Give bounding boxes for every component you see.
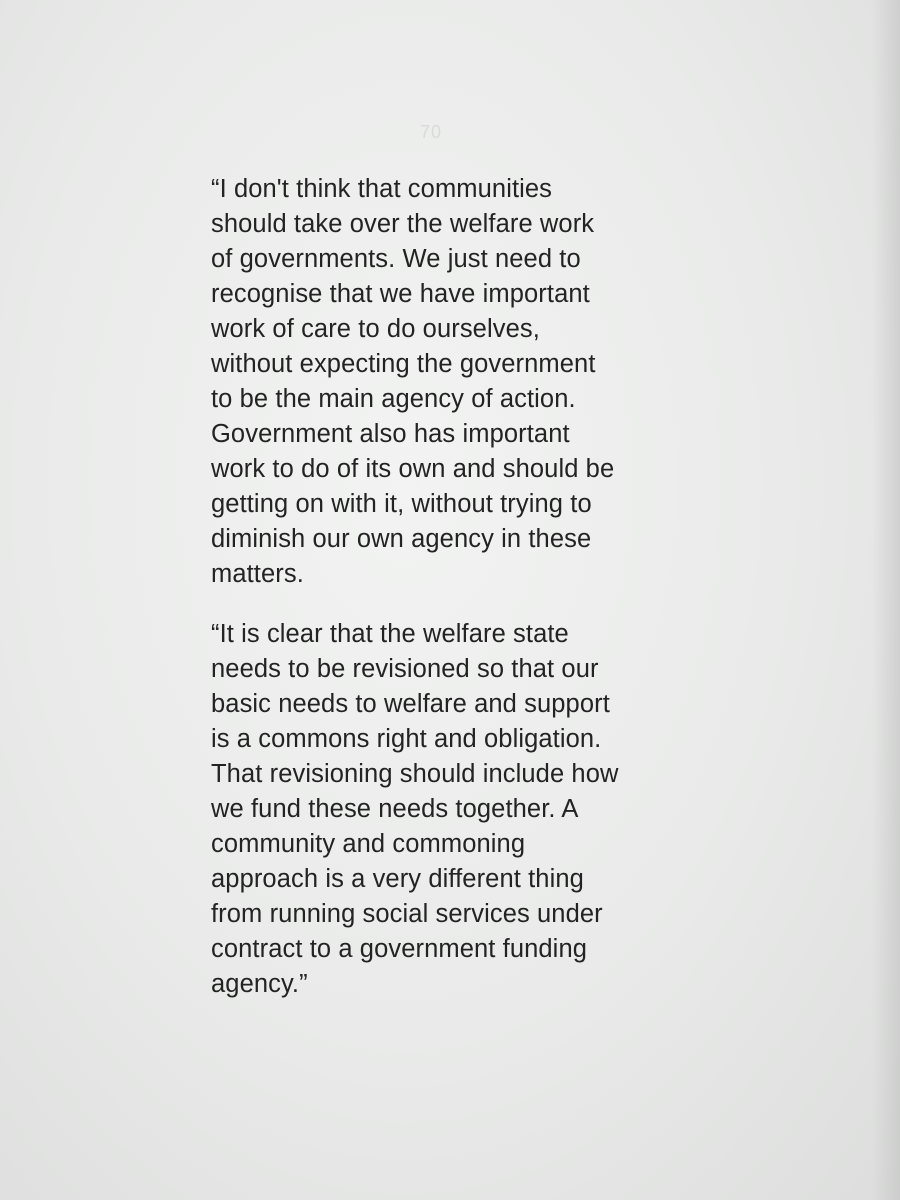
text-line: matters. (211, 560, 304, 588)
text-line: to be the main agency of action. (211, 385, 576, 413)
text-line: should take over the welfare work (211, 210, 595, 238)
text-line: contract to a government funding (211, 935, 588, 963)
page-number: 70 (420, 122, 443, 142)
text-line: basic needs to welfare and support (211, 690, 610, 718)
page-edge-shadow (872, 0, 900, 1200)
text-line: recognise that we have important (211, 280, 590, 308)
text-line: agency.” (211, 970, 308, 998)
text-line: work of care to do ourselves, (211, 315, 540, 343)
quote-column (211, 172, 681, 1002)
text-line: community and commoning (211, 830, 526, 858)
text-line: diminish our own agency in these (211, 525, 592, 553)
text-line: of governments. We just need to (211, 245, 581, 273)
quote-paragraph-1 (211, 172, 681, 592)
text-line: work to do of its own and should be (211, 455, 615, 483)
text-line: needs to be revisioned so that our (211, 655, 599, 683)
text-line: without expecting the government (211, 350, 596, 378)
text-line: we fund these needs together. A (211, 795, 579, 823)
quote-paragraph-2 (211, 617, 681, 1002)
text-line: from running social services under (211, 900, 603, 928)
text-line: Government also has important (211, 420, 570, 448)
text-line: approach is a very different thing (211, 865, 584, 893)
text-line: “It is clear that the welfare state (211, 620, 569, 648)
text-line: That revisioning should include how (211, 760, 619, 788)
text-line: “I don't think that communities (211, 175, 553, 203)
text-line: is a commons right and obligation. (211, 725, 602, 753)
paragraph-spacer (211, 592, 681, 617)
text-line: getting on with it, without trying to (211, 490, 592, 518)
